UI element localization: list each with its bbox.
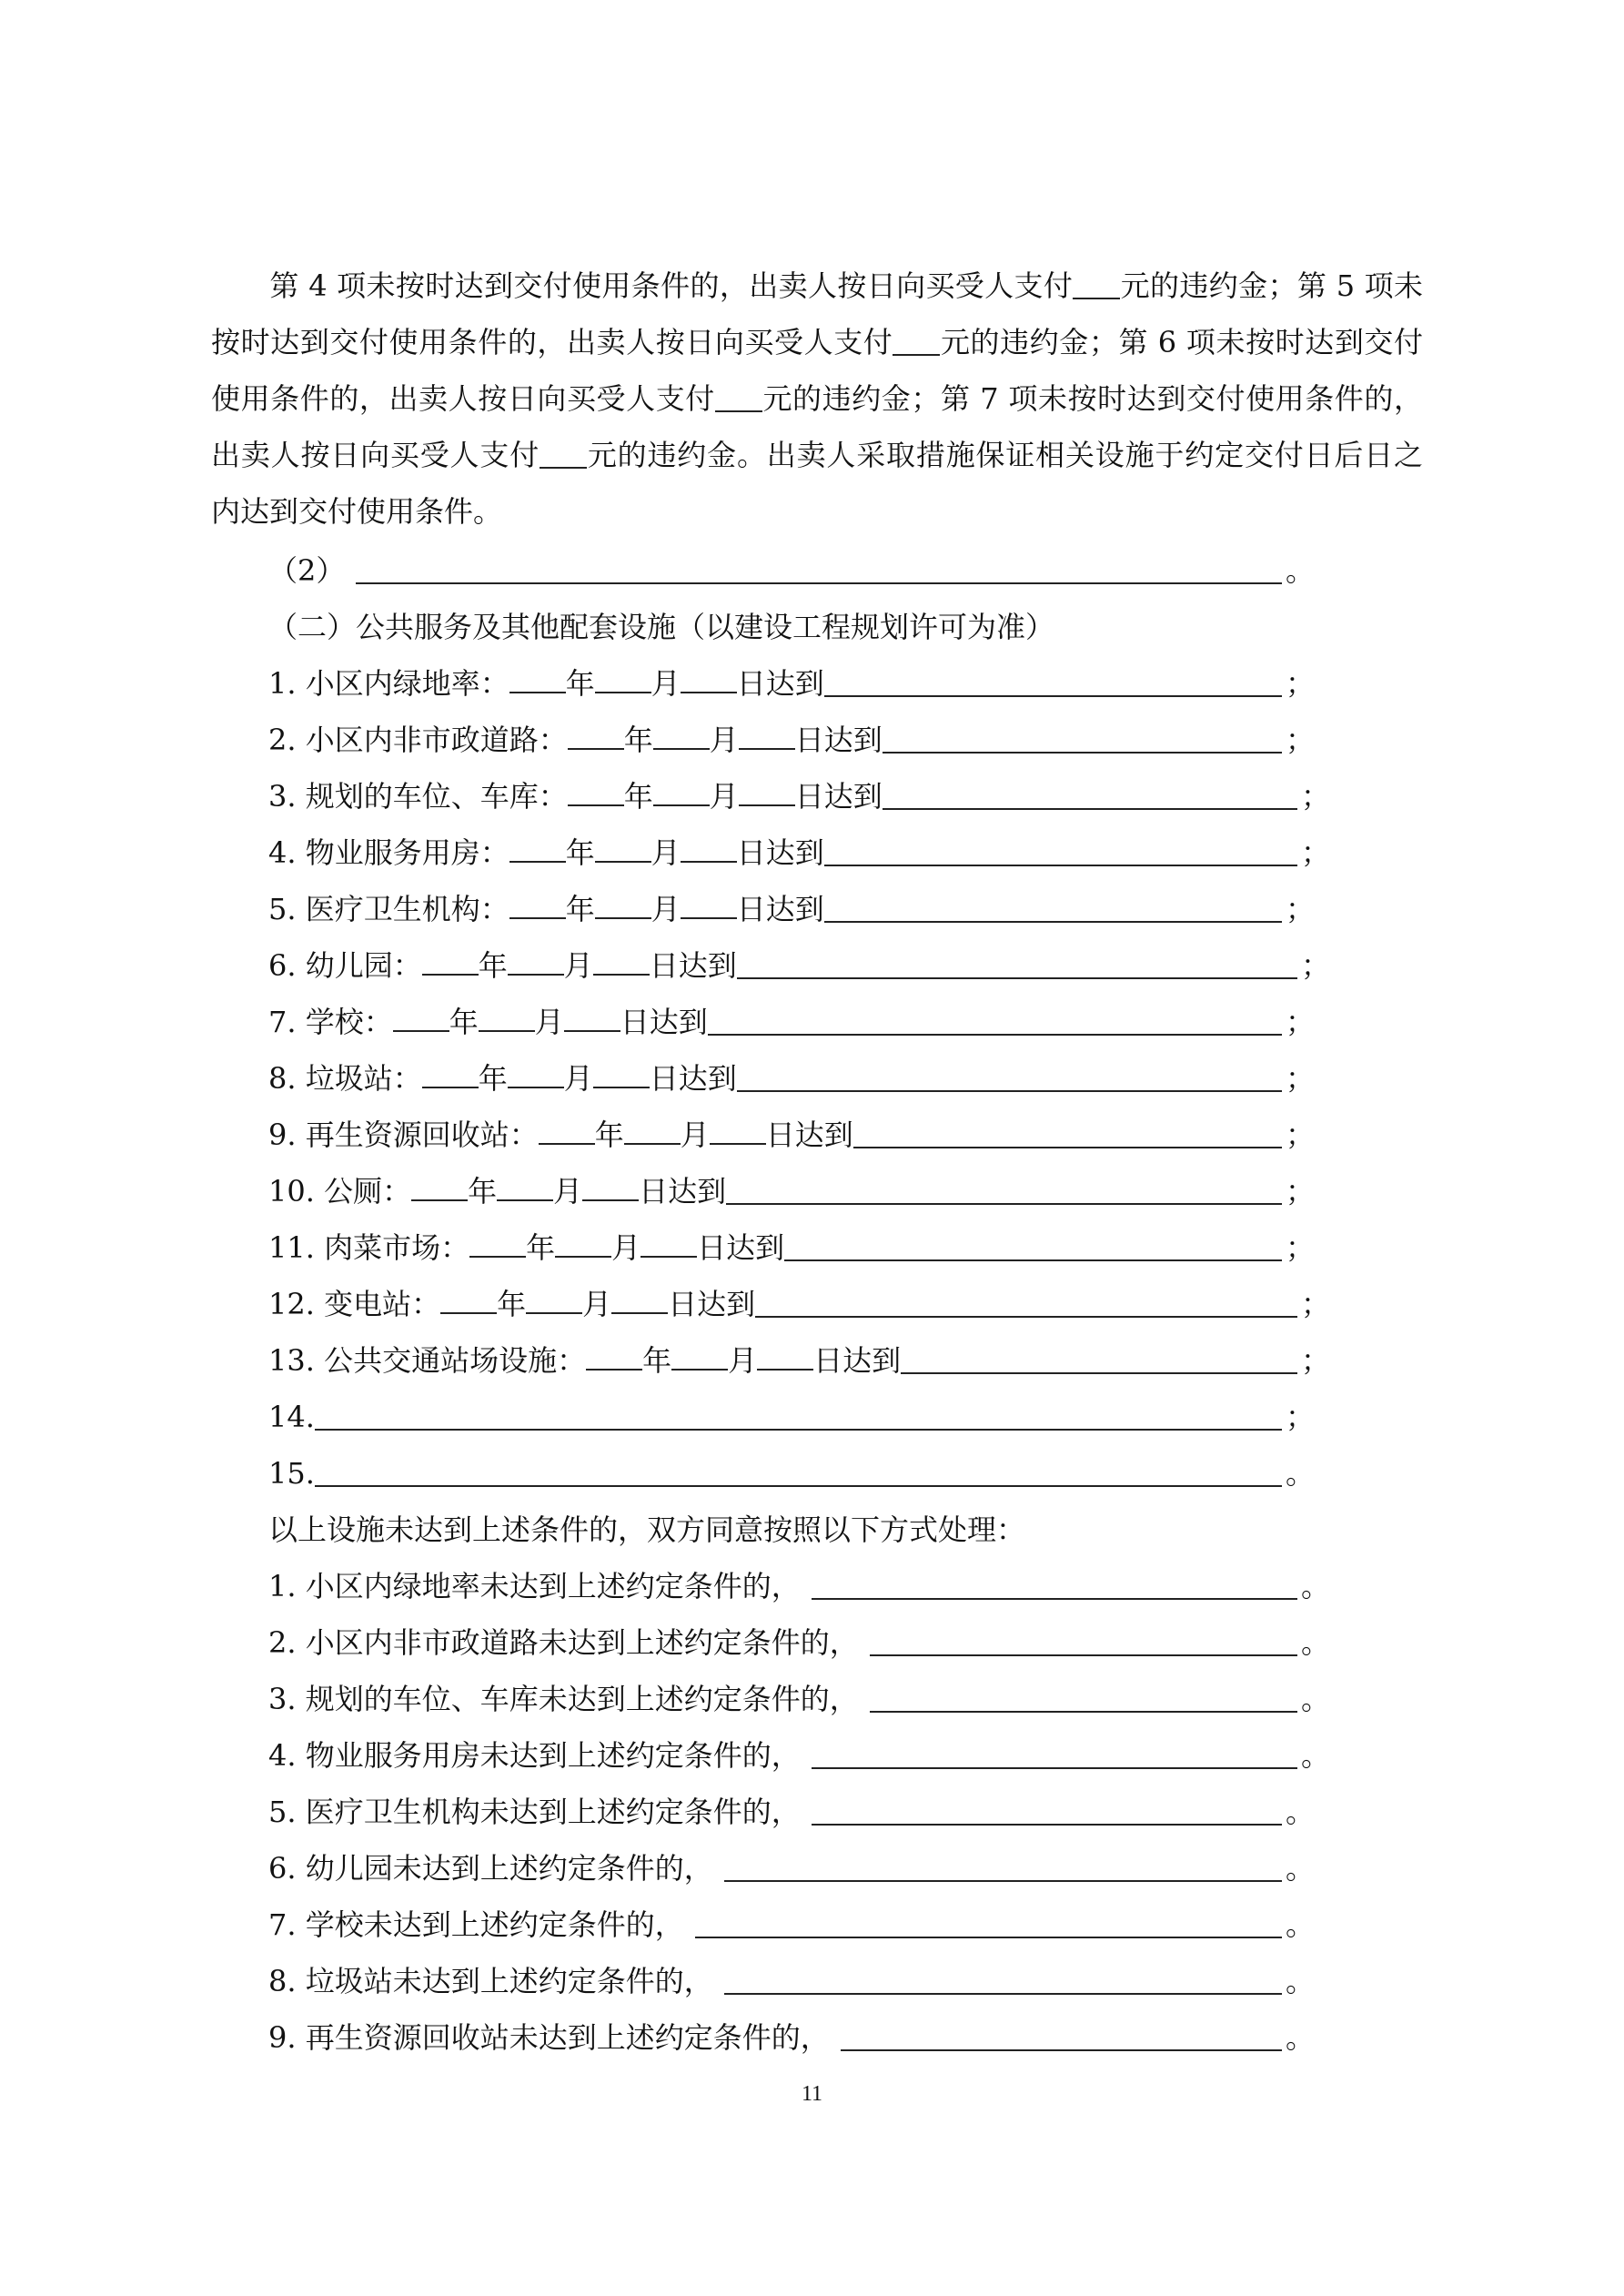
row-end-punct: ；	[1285, 1174, 1315, 1209]
facility-row	[268, 1050, 1315, 1107]
year-label: 年	[449, 1005, 479, 1039]
year-blank[interactable]	[568, 719, 624, 750]
day-reach-label: 日达到	[813, 1343, 902, 1378]
facility-row	[268, 712, 1315, 768]
row-end-punct: ；	[1285, 892, 1315, 926]
facility-label: 10. 公厕：	[268, 1174, 412, 1209]
row-end-punct: 。	[1285, 1907, 1315, 1942]
month-label: 月	[534, 1005, 564, 1039]
facility-label: 2. 小区内非市政道路：	[268, 723, 568, 757]
handling-row	[268, 2009, 1315, 2066]
month-label: 月	[709, 779, 739, 814]
year-blank[interactable]	[509, 888, 566, 919]
facility-label: 12. 变电站：	[268, 1287, 441, 1321]
year-blank[interactable]	[422, 945, 479, 976]
paragraph-text: 元的违约金。出卖人采取措施保证相关设施于约定交付日后日之内达到交付使用条件。	[211, 438, 1423, 529]
facility-row	[268, 994, 1315, 1050]
condition-blank[interactable]	[883, 779, 1297, 810]
row-end-punct: 。	[1285, 1851, 1315, 1886]
facility-label: 3. 规划的车位、车库：	[268, 779, 568, 814]
handling-method-blank[interactable]	[870, 1625, 1297, 1656]
facility-row	[268, 1276, 1330, 1332]
facility-label: 1. 小区内绿地率：	[268, 666, 509, 701]
year-blank[interactable]	[509, 832, 566, 863]
day-blank[interactable]	[564, 1001, 620, 1032]
handling-row	[268, 1840, 1315, 1896]
day-reach-label: 日达到	[736, 666, 824, 701]
month-blank[interactable]	[595, 888, 651, 919]
month-blank[interactable]	[555, 1227, 611, 1258]
handling-label: 3. 规划的车位、车库未达到上述约定条件的，	[268, 1682, 859, 1716]
month-label: 月	[563, 948, 593, 983]
facility-row	[268, 1107, 1315, 1163]
day-reach-label: 日达到	[736, 835, 824, 870]
row-end-punct: ；	[1285, 1005, 1315, 1039]
handling-label: 7. 学校未达到上述约定条件的，	[268, 1907, 684, 1942]
handling-label: 5. 医疗卫生机构未达到上述约定条件的，	[268, 1795, 801, 1829]
facility-row	[268, 937, 1330, 994]
year-label: 年	[594, 1118, 624, 1152]
month-label: 月	[563, 1061, 593, 1096]
condition-blank[interactable]	[726, 1174, 1282, 1205]
handling-label: 6. 幼儿园未达到上述约定条件的，	[268, 1851, 713, 1886]
year-label: 年	[565, 892, 595, 926]
month-label: 月	[611, 1230, 641, 1265]
day-reach-label: 日达到	[620, 1005, 708, 1039]
day-reach-label: 日达到	[668, 1287, 756, 1321]
facility-label: 4. 物业服务用房：	[268, 835, 509, 870]
year-blank[interactable]	[393, 1001, 449, 1032]
condition-blank[interactable]	[708, 1005, 1282, 1036]
day-reach-label: 日达到	[736, 892, 824, 926]
day-blank[interactable]	[593, 1057, 650, 1088]
day-reach-label: 日达到	[765, 1118, 853, 1152]
penalty-amount-blank-item4[interactable]	[1073, 268, 1120, 299]
row-end-punct: ；	[1285, 723, 1315, 757]
condition-blank[interactable]	[824, 892, 1282, 923]
year-label: 年	[497, 1287, 527, 1321]
handling-row	[268, 1671, 1330, 1727]
handling-method-blank[interactable]	[724, 1851, 1282, 1882]
facility-label: 9. 再生资源回收站：	[268, 1118, 539, 1152]
day-blank[interactable]	[582, 1170, 639, 1201]
day-blank[interactable]	[593, 945, 650, 976]
handling-method-blank[interactable]	[812, 1738, 1297, 1769]
year-blank[interactable]	[422, 1057, 479, 1088]
day-blank[interactable]	[710, 1114, 766, 1145]
row-end-punct: 。	[1300, 1738, 1330, 1773]
year-label: 年	[468, 1174, 498, 1209]
year-label: 年	[565, 666, 595, 701]
day-blank[interactable]	[739, 719, 795, 750]
year-blank[interactable]	[539, 1114, 595, 1145]
page-number: 11	[801, 2082, 823, 2106]
condition-blank[interactable]	[755, 1287, 1297, 1318]
month-blank[interactable]	[526, 1283, 582, 1314]
month-blank[interactable]	[508, 945, 564, 976]
day-reach-label: 日达到	[697, 1230, 785, 1265]
condition-blank[interactable]	[824, 666, 1282, 697]
row-end-punct: 。	[1285, 1456, 1315, 1491]
month-blank[interactable]	[508, 1057, 564, 1088]
open-item-blank[interactable]	[315, 1456, 1282, 1487]
day-blank[interactable]	[757, 1340, 813, 1371]
row-end-punct: ；	[1300, 948, 1330, 983]
handling-label: 9. 再生资源回收站未达到上述约定条件的，	[268, 2020, 830, 2055]
day-blank[interactable]	[739, 775, 795, 806]
year-label: 年	[478, 948, 508, 983]
facility-label: 11. 肉菜市场：	[268, 1230, 470, 1265]
condition-blank[interactable]	[883, 723, 1282, 754]
row-end-punct: ；	[1285, 1061, 1315, 1096]
row-end-punct: 。	[1300, 1682, 1330, 1716]
handling-row	[268, 1558, 1330, 1614]
handling-method-blank[interactable]	[841, 2020, 1282, 2051]
penalty-amount-blank-item6[interactable]	[715, 381, 762, 412]
month-label: 月	[680, 1118, 710, 1152]
handling-intro	[268, 1502, 1025, 1558]
open-item-row	[268, 1445, 1315, 1502]
facility-row	[268, 1219, 1315, 1276]
month-blank[interactable]	[595, 663, 651, 693]
year-label: 年	[623, 723, 653, 757]
handling-label: 4. 物业服务用房未达到上述约定条件的，	[268, 1738, 801, 1773]
month-label: 月	[709, 723, 739, 757]
year-blank[interactable]	[411, 1170, 468, 1201]
row-end-punct: ；	[1285, 1230, 1315, 1265]
year-label: 年	[478, 1061, 508, 1096]
row-end-punct: ；	[1300, 1343, 1330, 1378]
penalty-amount-blank-item7[interactable]	[540, 438, 587, 469]
row-end-punct: 。	[1285, 1964, 1315, 1998]
month-label: 月	[582, 1287, 612, 1321]
facility-row	[268, 768, 1330, 824]
facility-label: 5. 医疗卫生机构：	[268, 892, 509, 926]
penalty-amount-blank-item5[interactable]	[893, 325, 940, 356]
year-blank[interactable]	[568, 775, 624, 806]
day-reach-label: 日达到	[794, 723, 883, 757]
row-end-punct: 。	[1285, 2020, 1315, 2055]
year-label: 年	[623, 779, 653, 814]
handling-row	[268, 1784, 1315, 1840]
day-blank[interactable]	[611, 1283, 668, 1314]
paragraph-text: 元的违约金；第 6 项未按时达到交付使用条件的，出卖人按日向买受人支付	[211, 325, 1423, 416]
open-item-row	[268, 1389, 1315, 1445]
section-heading	[268, 599, 1054, 655]
item-2-end-punct: 。	[1285, 553, 1315, 588]
facility-row	[268, 1163, 1315, 1219]
handling-label: 8. 垃圾站未达到上述约定条件的，	[268, 1964, 713, 1998]
handling-label: 2. 小区内非市政道路未达到上述约定条件的，	[268, 1625, 859, 1660]
row-end-punct: ；	[1285, 666, 1315, 701]
day-blank[interactable]	[641, 1227, 697, 1258]
item-2-row	[268, 542, 1315, 599]
day-blank[interactable]	[681, 832, 737, 863]
year-label: 年	[565, 835, 595, 870]
day-reach-label: 日达到	[794, 779, 883, 814]
open-item-label: 15.	[268, 1456, 315, 1491]
handling-row	[268, 1614, 1330, 1671]
paragraph-text: 第 4 项未按时达到交付使用条件的，出卖人按日向买受人支付	[269, 268, 1074, 303]
month-blank[interactable]	[653, 775, 710, 806]
handling-row	[268, 1953, 1315, 2009]
facility-label: 6. 幼儿园：	[268, 948, 422, 983]
handling-row	[268, 1727, 1330, 1784]
section-heading-text: （二）公共服务及其他配套设施（以建设工程规划许可为准）	[268, 610, 1055, 644]
facility-row	[268, 655, 1315, 712]
month-label: 月	[728, 1343, 758, 1378]
handling-row	[268, 1896, 1315, 1953]
handling-method-blank[interactable]	[695, 1907, 1282, 1938]
month-blank[interactable]	[653, 719, 710, 750]
open-item-label: 14.	[268, 1400, 315, 1434]
handling-method-blank[interactable]	[870, 1682, 1297, 1713]
facility-label: 7. 学校：	[268, 1005, 393, 1039]
month-blank[interactable]	[624, 1114, 681, 1145]
month-blank[interactable]	[479, 1001, 535, 1032]
row-end-punct: 。	[1300, 1625, 1330, 1660]
facility-label: 8. 垃圾站：	[268, 1061, 422, 1096]
month-blank[interactable]	[595, 832, 651, 863]
year-blank[interactable]	[469, 1227, 526, 1258]
item-2-label: （2）	[268, 553, 346, 588]
handling-method-blank[interactable]	[812, 1569, 1297, 1600]
row-end-punct: ；	[1300, 1287, 1330, 1321]
year-blank[interactable]	[586, 1340, 642, 1371]
month-label: 月	[651, 892, 681, 926]
year-label: 年	[526, 1230, 556, 1265]
facility-row	[268, 1332, 1330, 1389]
condition-blank[interactable]	[853, 1118, 1282, 1148]
row-end-punct: 。	[1285, 1795, 1315, 1829]
row-end-punct: ；	[1285, 1118, 1315, 1152]
day-blank[interactable]	[681, 888, 737, 919]
day-reach-label: 日达到	[639, 1174, 727, 1209]
condition-blank[interactable]	[784, 1230, 1282, 1261]
day-blank[interactable]	[681, 663, 737, 693]
row-end-punct: 。	[1300, 1569, 1330, 1603]
condition-blank[interactable]	[737, 1061, 1282, 1092]
month-blank[interactable]	[497, 1170, 553, 1201]
condition-blank[interactable]	[824, 835, 1297, 866]
paragraph-text: 元的违约金；第 5 项未按时达到交付使用条件的，出卖人按日向买受人支付	[211, 268, 1423, 359]
month-label: 月	[651, 835, 681, 870]
month-blank[interactable]	[671, 1340, 728, 1371]
condition-blank[interactable]	[737, 948, 1297, 979]
handling-method-blank[interactable]	[724, 1964, 1282, 1995]
day-reach-label: 日达到	[649, 1061, 737, 1096]
penalty-paragraph	[211, 258, 1423, 540]
handling-method-blank[interactable]	[812, 1795, 1282, 1826]
year-label: 年	[642, 1343, 672, 1378]
row-end-punct: ；	[1300, 779, 1330, 814]
open-item-blank[interactable]	[315, 1400, 1282, 1431]
year-blank[interactable]	[440, 1283, 497, 1314]
handling-label: 1. 小区内绿地率未达到上述约定条件的，	[268, 1569, 801, 1603]
paragraph-text: 元的违约金；第 7 项未按时达到交付使用条件的，出卖人按日向买受人支付	[211, 381, 1423, 472]
row-end-punct: ；	[1300, 835, 1330, 870]
month-label: 月	[651, 666, 681, 701]
facility-row	[268, 824, 1330, 881]
facility-label: 13. 公共交通站场设施：	[268, 1343, 587, 1378]
year-blank[interactable]	[509, 663, 566, 693]
condition-blank[interactable]	[901, 1343, 1297, 1374]
item-2-blank[interactable]	[356, 553, 1282, 584]
facility-row	[268, 881, 1315, 937]
month-label: 月	[553, 1174, 583, 1209]
row-end-punct: ；	[1285, 1400, 1315, 1434]
handling-intro-text: 以上设施未达到上述条件的，双方同意按照以下方式处理：	[268, 1512, 1026, 1547]
day-reach-label: 日达到	[649, 948, 737, 983]
